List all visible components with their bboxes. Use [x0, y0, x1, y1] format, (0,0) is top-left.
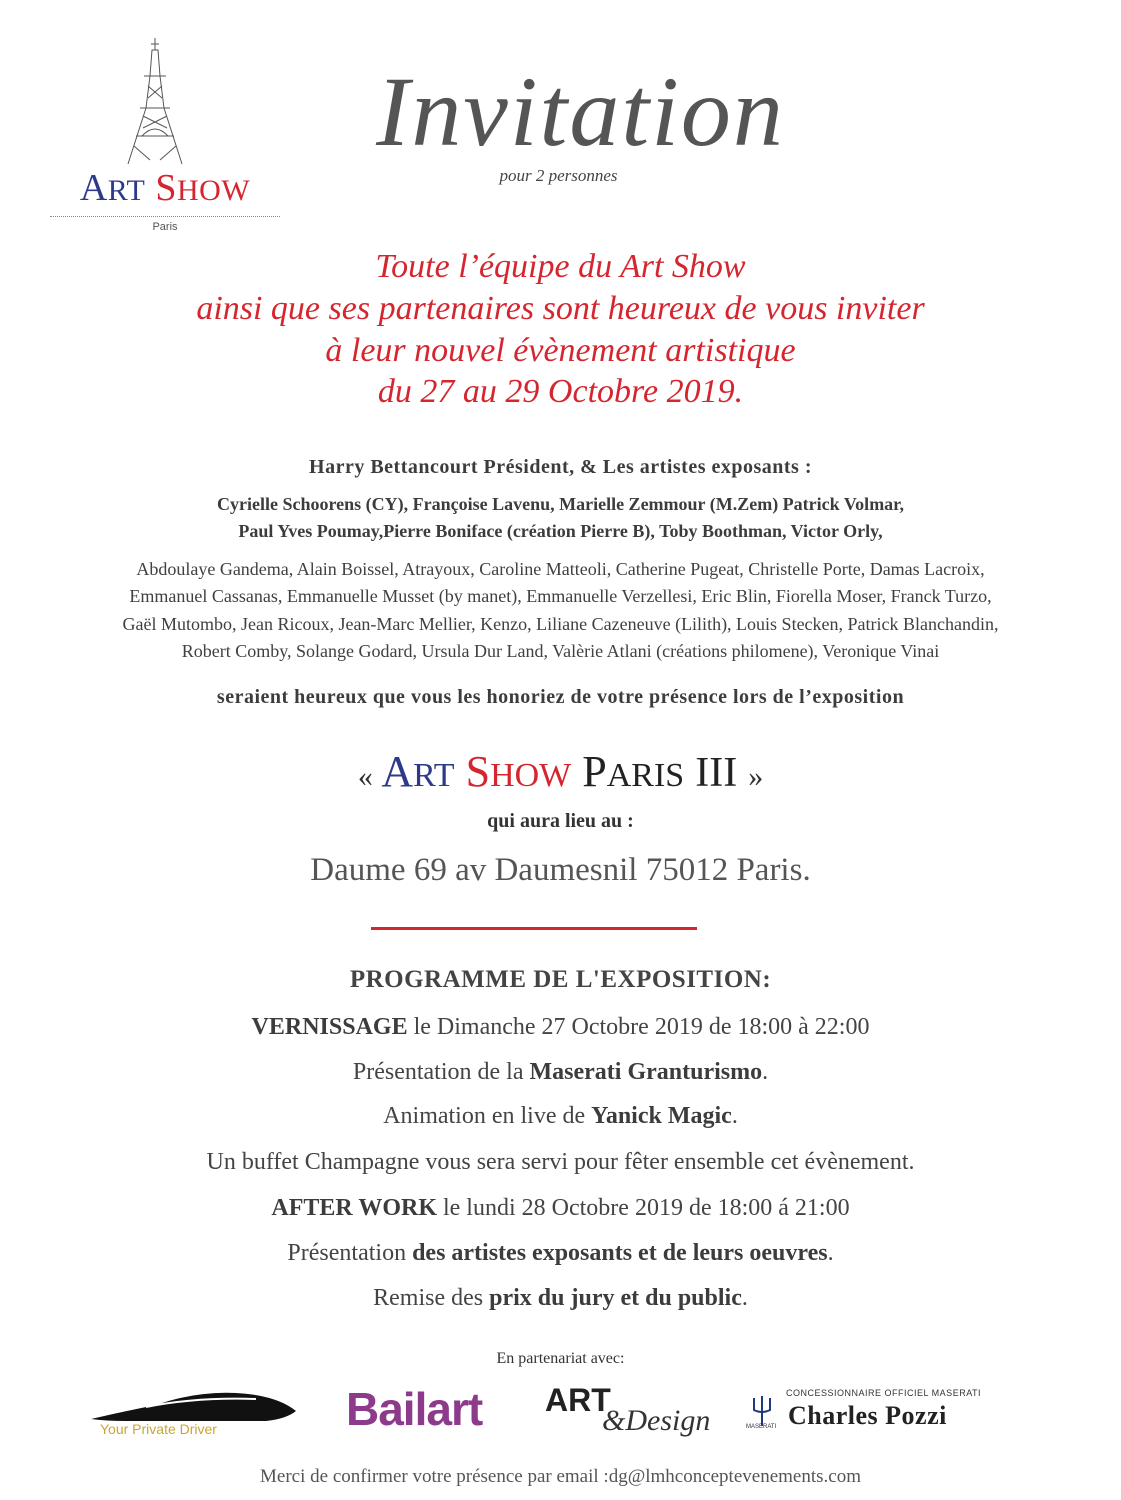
event-name	[0, 746, 1121, 799]
honor-line: seraient heureux que vous les honoriez de votre présence lors de l’exposition	[216, 686, 905, 708]
trident-icon	[744, 1392, 780, 1428]
venue-label: qui aura lieu au :	[487, 810, 634, 832]
section-divider	[371, 927, 697, 930]
partner-logo-art-design	[540, 1382, 710, 1442]
programme-artists-presentation	[0, 1240, 1121, 1267]
close-quote: »	[748, 760, 764, 793]
event-art-rest: RT	[413, 757, 455, 794]
prog-text: Présentation	[287, 1240, 413, 1266]
event-art-initial: A	[381, 747, 414, 796]
logo-art-initial: A	[79, 167, 108, 209]
open-quote: «	[357, 760, 373, 793]
intro-line: Toute l’équipe du Art Show	[375, 248, 746, 285]
prog-text: .	[731, 1103, 738, 1129]
pozzi-tagline: CONCESSIONNAIRE OFFICIEL MASERATI	[786, 1388, 982, 1398]
prog-text: .	[741, 1285, 748, 1311]
programme-awards	[0, 1285, 1121, 1312]
featured-artists	[0, 491, 1121, 546]
partner-logo-bailart: Bailart	[346, 1383, 483, 1435]
page-title: Invitation	[376, 56, 785, 167]
intro-line: du 27 au 29 Octobre 2019.	[377, 373, 744, 411]
event-paris-initial: P	[582, 747, 607, 796]
programme-animation	[0, 1103, 1121, 1130]
partner-logo-charles-pozzi	[744, 1388, 982, 1438]
logo-show-initial: S	[155, 167, 177, 209]
event-paris-rest: ARIS	[606, 757, 685, 794]
artist-line: Gaël Mutombo, Jean Ricoux, Jean-Marc Mellier, Kenzo, Liliane Cazeneuve (Lilith), Louis Stecken, Patrick Blanchandin,	[122, 613, 999, 634]
prog-text: Animation en live de	[383, 1103, 592, 1129]
prog-bold: Maserati Granturismo	[529, 1059, 763, 1085]
venue-address: Daume 69 av Daumesnil 75012 Paris.	[310, 852, 811, 888]
intro-line: ainsi que ses partenaires sont heureux de vous inviter	[196, 289, 925, 327]
partners-label: En partenariat avec:	[496, 1350, 625, 1367]
afterwork-text: le lundi 28 Octobre 2019 de 18:00 á 21:00	[436, 1195, 850, 1221]
logo-divider	[50, 216, 280, 217]
programme-afterwork	[0, 1195, 1121, 1222]
vernissage-label: VERNISSAGE	[251, 1014, 408, 1040]
artist-line: Robert Comby, Solange Godard, Ursula Dur Land, Valèrie Atlani (créations philomene), Veronique Vinai	[181, 641, 940, 662]
page-subtitle: pour 2 personnes	[499, 166, 618, 185]
prog-bold: Yanick Magic	[591, 1103, 732, 1129]
art-design-design: &Design	[602, 1404, 711, 1437]
car-silhouette-icon	[86, 1385, 301, 1425]
artist-line: Paul Yves Poumay,Pierre Boniface (création Pierre B), Toby Boothman, Victor Orly,	[238, 521, 883, 542]
programme-buffet: Un buffet Champagne vous sera servi pour fêter ensemble cet évènement.	[206, 1149, 915, 1175]
event-show-rest: HOW	[490, 757, 572, 794]
partner-driver-text: Your Private Driver	[100, 1421, 217, 1437]
partner-logo-private-driver	[86, 1385, 301, 1440]
intro-line: à leur nouvel évènement artistique	[325, 331, 796, 369]
artist-line: Emmanuel Cassanas, Emmanuelle Musset (by manet), Emmanuelle Verzellesi, Eric Blin, Fiorella Moser, Franck Turzo,	[129, 586, 992, 607]
artists-list	[0, 556, 1121, 665]
programme-vernissage	[0, 1014, 1121, 1041]
prog-text: .	[762, 1059, 769, 1085]
event-number: III	[695, 750, 738, 796]
intro-text	[0, 246, 1121, 413]
prog-text: Remise des	[373, 1285, 490, 1311]
president-line: Harry Bettancourt Président, & Les artistes exposants :	[309, 456, 812, 478]
logo-subtitle: Paris	[152, 221, 178, 233]
art-design-art: ART	[545, 1382, 611, 1418]
prog-text: .	[827, 1240, 834, 1266]
prog-text: Présentation de la	[352, 1059, 530, 1085]
event-show-initial: S	[465, 747, 491, 796]
logo-art-rest: RT	[107, 174, 146, 207]
rsvp-line: Merci de confirmer votre présence par email :dg@lmhconceptevenements.com	[260, 1466, 861, 1487]
programme-maserati	[0, 1059, 1121, 1086]
programme-title: PROGRAMME DE L'EXPOSITION:	[349, 966, 772, 993]
prog-bold: prix du jury et du public	[489, 1285, 742, 1311]
pozzi-name: Charles Pozzi	[788, 1401, 947, 1430]
vernissage-text: le Dimanche 27 Octobre 2019 de 18:00 à 22:00	[407, 1014, 870, 1040]
artist-line: Cyrielle Schoorens (CY), Françoise Lavenu, Marielle Zemmour (M.Zem) Patrick Volmar,	[216, 494, 905, 514]
maserati-mark-text: MASERATI	[746, 1424, 777, 1430]
prog-bold: des artistes exposants et de leurs oeuvres	[412, 1240, 828, 1266]
afterwork-label: AFTER WORK	[271, 1195, 437, 1221]
artist-line: Abdoulaye Gandema, Alain Boissel, Atrayoux, Caroline Matteoli, Catherine Pugeat, Christelle Porte, Damas Lacroix,	[136, 559, 985, 579]
logo-show-rest: HOW	[176, 174, 251, 207]
